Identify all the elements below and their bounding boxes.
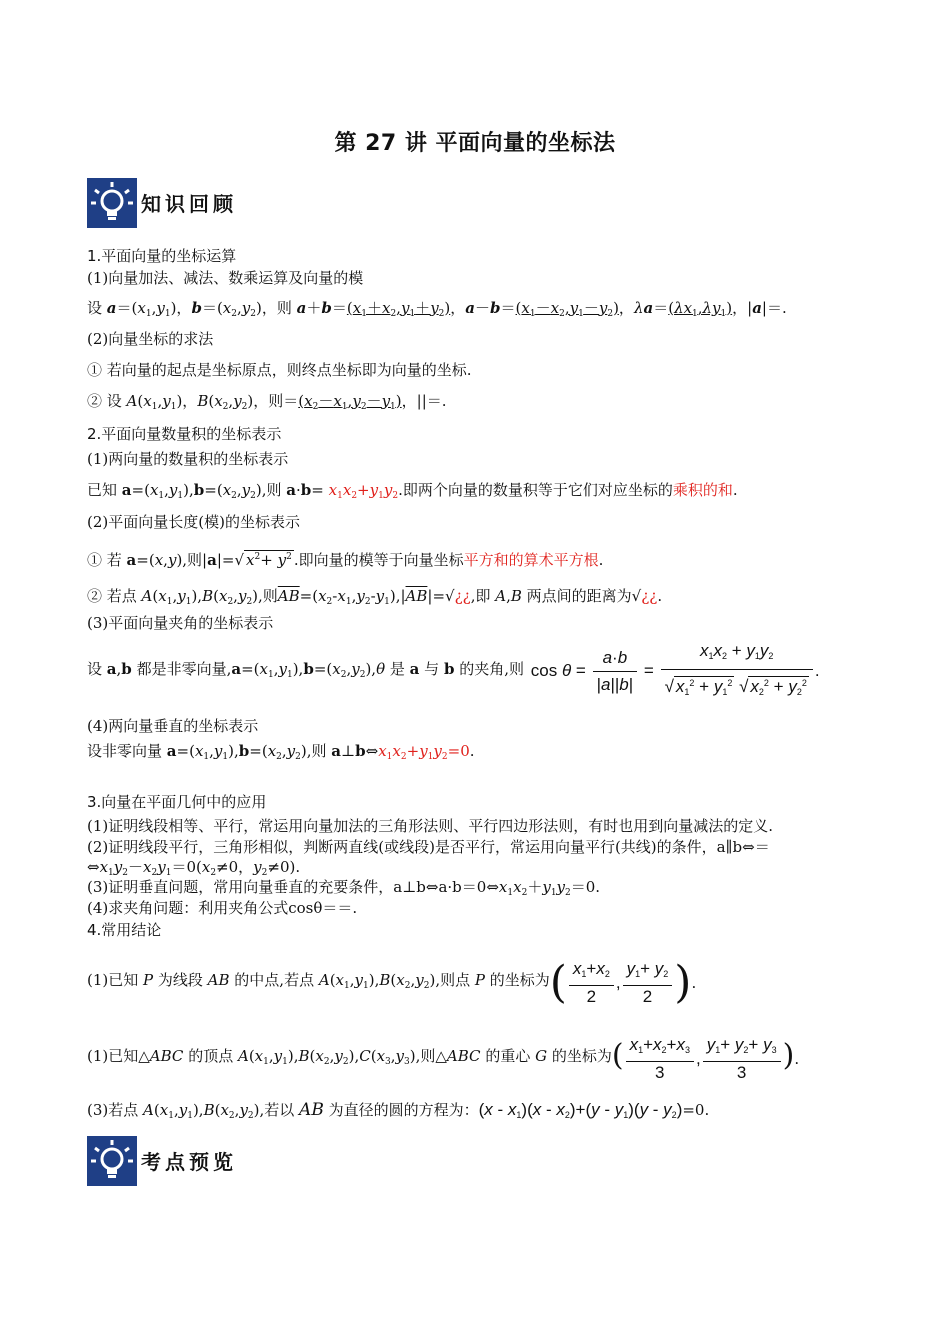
section-1-heading: 1.平面向量的坐标运算 xyxy=(87,247,237,265)
angle-formula-line: 设 a,b 都是非零向量$,a=(x_1,y_1),b=(x_2,y_2),\theta$ 是 a 与 b 的夹角,则 cos θ = $\frac{a\cdot b}{|a||b|}$ = $\frac{x_1x_2 + y_1y_2}{√ x_1^2 + y_1^2 √ x_2^2 + y_2^2}$ . xyxy=(87,638,820,705)
section-1-item1: ① 若向量的起点是坐标原点，则终点坐标即为向量的坐标. xyxy=(87,361,472,379)
section-3-l3: (3)证明垂直问题，常用向量垂直的充要条件，$a\perp b\Leftrightarrow a\cdot b=0\Leftrightarrow x_1x_2+y_1y_2=0$. xyxy=(87,878,601,898)
modulus-line: ① 若 a=(x,y),则|a|=√ $x^2+ y^2$ .即向量的模等于向量坐标平方和的算术平方根. xyxy=(87,551,604,569)
section-1-item2: ② 设 $A(x_1,y_1)$，$B(x_2,y_2)$，则$=(x_2-x_1,y_2-y_1)$，||＝. xyxy=(87,392,447,412)
section-2-sub2: (2)平面向量长度(模)的坐标表示 xyxy=(87,513,300,531)
perpendicular-line: 设非零向量 $a=(x_1,y_1),b=(x_2,y_2)$,则 $a\perp b\Leftrightarrow x_1x_2+y_1y_2=0$. xyxy=(87,742,475,762)
section-3-l2b: $\Leftrightarrow x_1y_2-x_2y_1=0(x_2\ne 0$，$y_2\ne 0$). xyxy=(87,858,301,878)
section-3-l1: (1)证明线段相等、平行，常运用向量加法的三角形法则、平行四边形法则，有时也用到向量减法的定义. xyxy=(87,817,774,835)
section-3-l2: (2)证明线段平行，三角形相似，判断两直线(或线段)是否平行，常运用向量平行(共线)的条件，a∥b⇔＝ xyxy=(87,838,770,856)
section-3-heading: 3.向量在平面几何中的应用 xyxy=(87,793,267,811)
section-2-heading: 2.平面向量数量积的坐标表示 xyxy=(87,425,282,443)
centroid-line: (1)已知△ABC 的顶点 $A(x_1,y_1),B(x_2,y_2),C(x_3,y_3)$,则△ABC 的重心 G 的坐标为( $\frac{x_1+x_2+x_3}{3}$ , $\frac{y_1+ y_2+ y_3}{3}$ ). xyxy=(87,1035,800,1082)
section-3-l4: (4)求夹角问题：利用夹角公式cosθ＝＝. xyxy=(87,899,358,917)
lightbulb-icon xyxy=(87,1136,137,1186)
page-title: 第 27 讲 平面向量的坐标法 xyxy=(334,131,616,156)
section-2-sub3: (3)平面向量夹角的坐标表示 xyxy=(87,614,274,632)
banner-label: 知识回顾 xyxy=(141,192,237,216)
section-2-sub4: (4)两向量垂直的坐标表示 xyxy=(87,717,259,735)
exam-preview-banner xyxy=(87,1136,247,1188)
circle-equation-line: (3)若点 $A(x_1,y_1),B(x_2,y_2)$,若以 AB 为直径的圆的方程为：$(x - x_1)(x - x_2)+(y - y_1)(y - y_2)=0$. xyxy=(87,1100,710,1121)
knowledge-review-banner xyxy=(87,178,247,230)
dot-product-line: 已知 $a=(x_1,y_1),b=(x_2,y_2)$,则 $a\cdot b= x_1x_2+y_1y_2$.即两个向量的数量积等于它们对应坐标的乘积的和. xyxy=(87,481,738,501)
section-4-heading: 4.常用结论 xyxy=(87,921,162,939)
lightbulb-icon xyxy=(87,178,137,228)
banner-label: 考点预览 xyxy=(141,1150,237,1174)
square-root-red: 平方和的算术平方根 xyxy=(463,551,599,569)
product-sum-red: 乘积的和 xyxy=(672,481,733,499)
section-1-sub1: (1)向量加法、减法、数乘运算及向量的模 xyxy=(87,269,364,287)
section-1-sub2: (2)向量坐标的求法 xyxy=(87,330,214,348)
midpoint-line: (1)已知 P 为线段 AB 的中点,若点 $A(x_1,y_1),B(x_2,y_2)$,则点 P 的坐标为( $\frac{x_1+x_2}{2}$ , $\frac{y_1+ y_2}{2}$ ). xyxy=(87,957,697,1008)
distance-line: ② 若点 $A(x_1,y_1),B(x_2,y_2)$,则$\overline{AB}=(x_2-x_1,y_2-y_1),|\overline{AB}|=√¿¿$,即 A,B 两点间的距离为√¿¿. xyxy=(87,587,663,607)
coord-ops-line: 设 $a=(x_1,y_1)$，$b=(x_2,y_2)$，则 $a+b=(x_1+x_2,y_1+y_2)$，$a-b=(x_1-x_2,y_1-y_2)$，$\lambda a=(\lambda x_1,\lambda y_1)$，|a|＝. xyxy=(87,299,787,319)
section-2-sub1: (1)两向量的数量积的坐标表示 xyxy=(87,450,289,468)
